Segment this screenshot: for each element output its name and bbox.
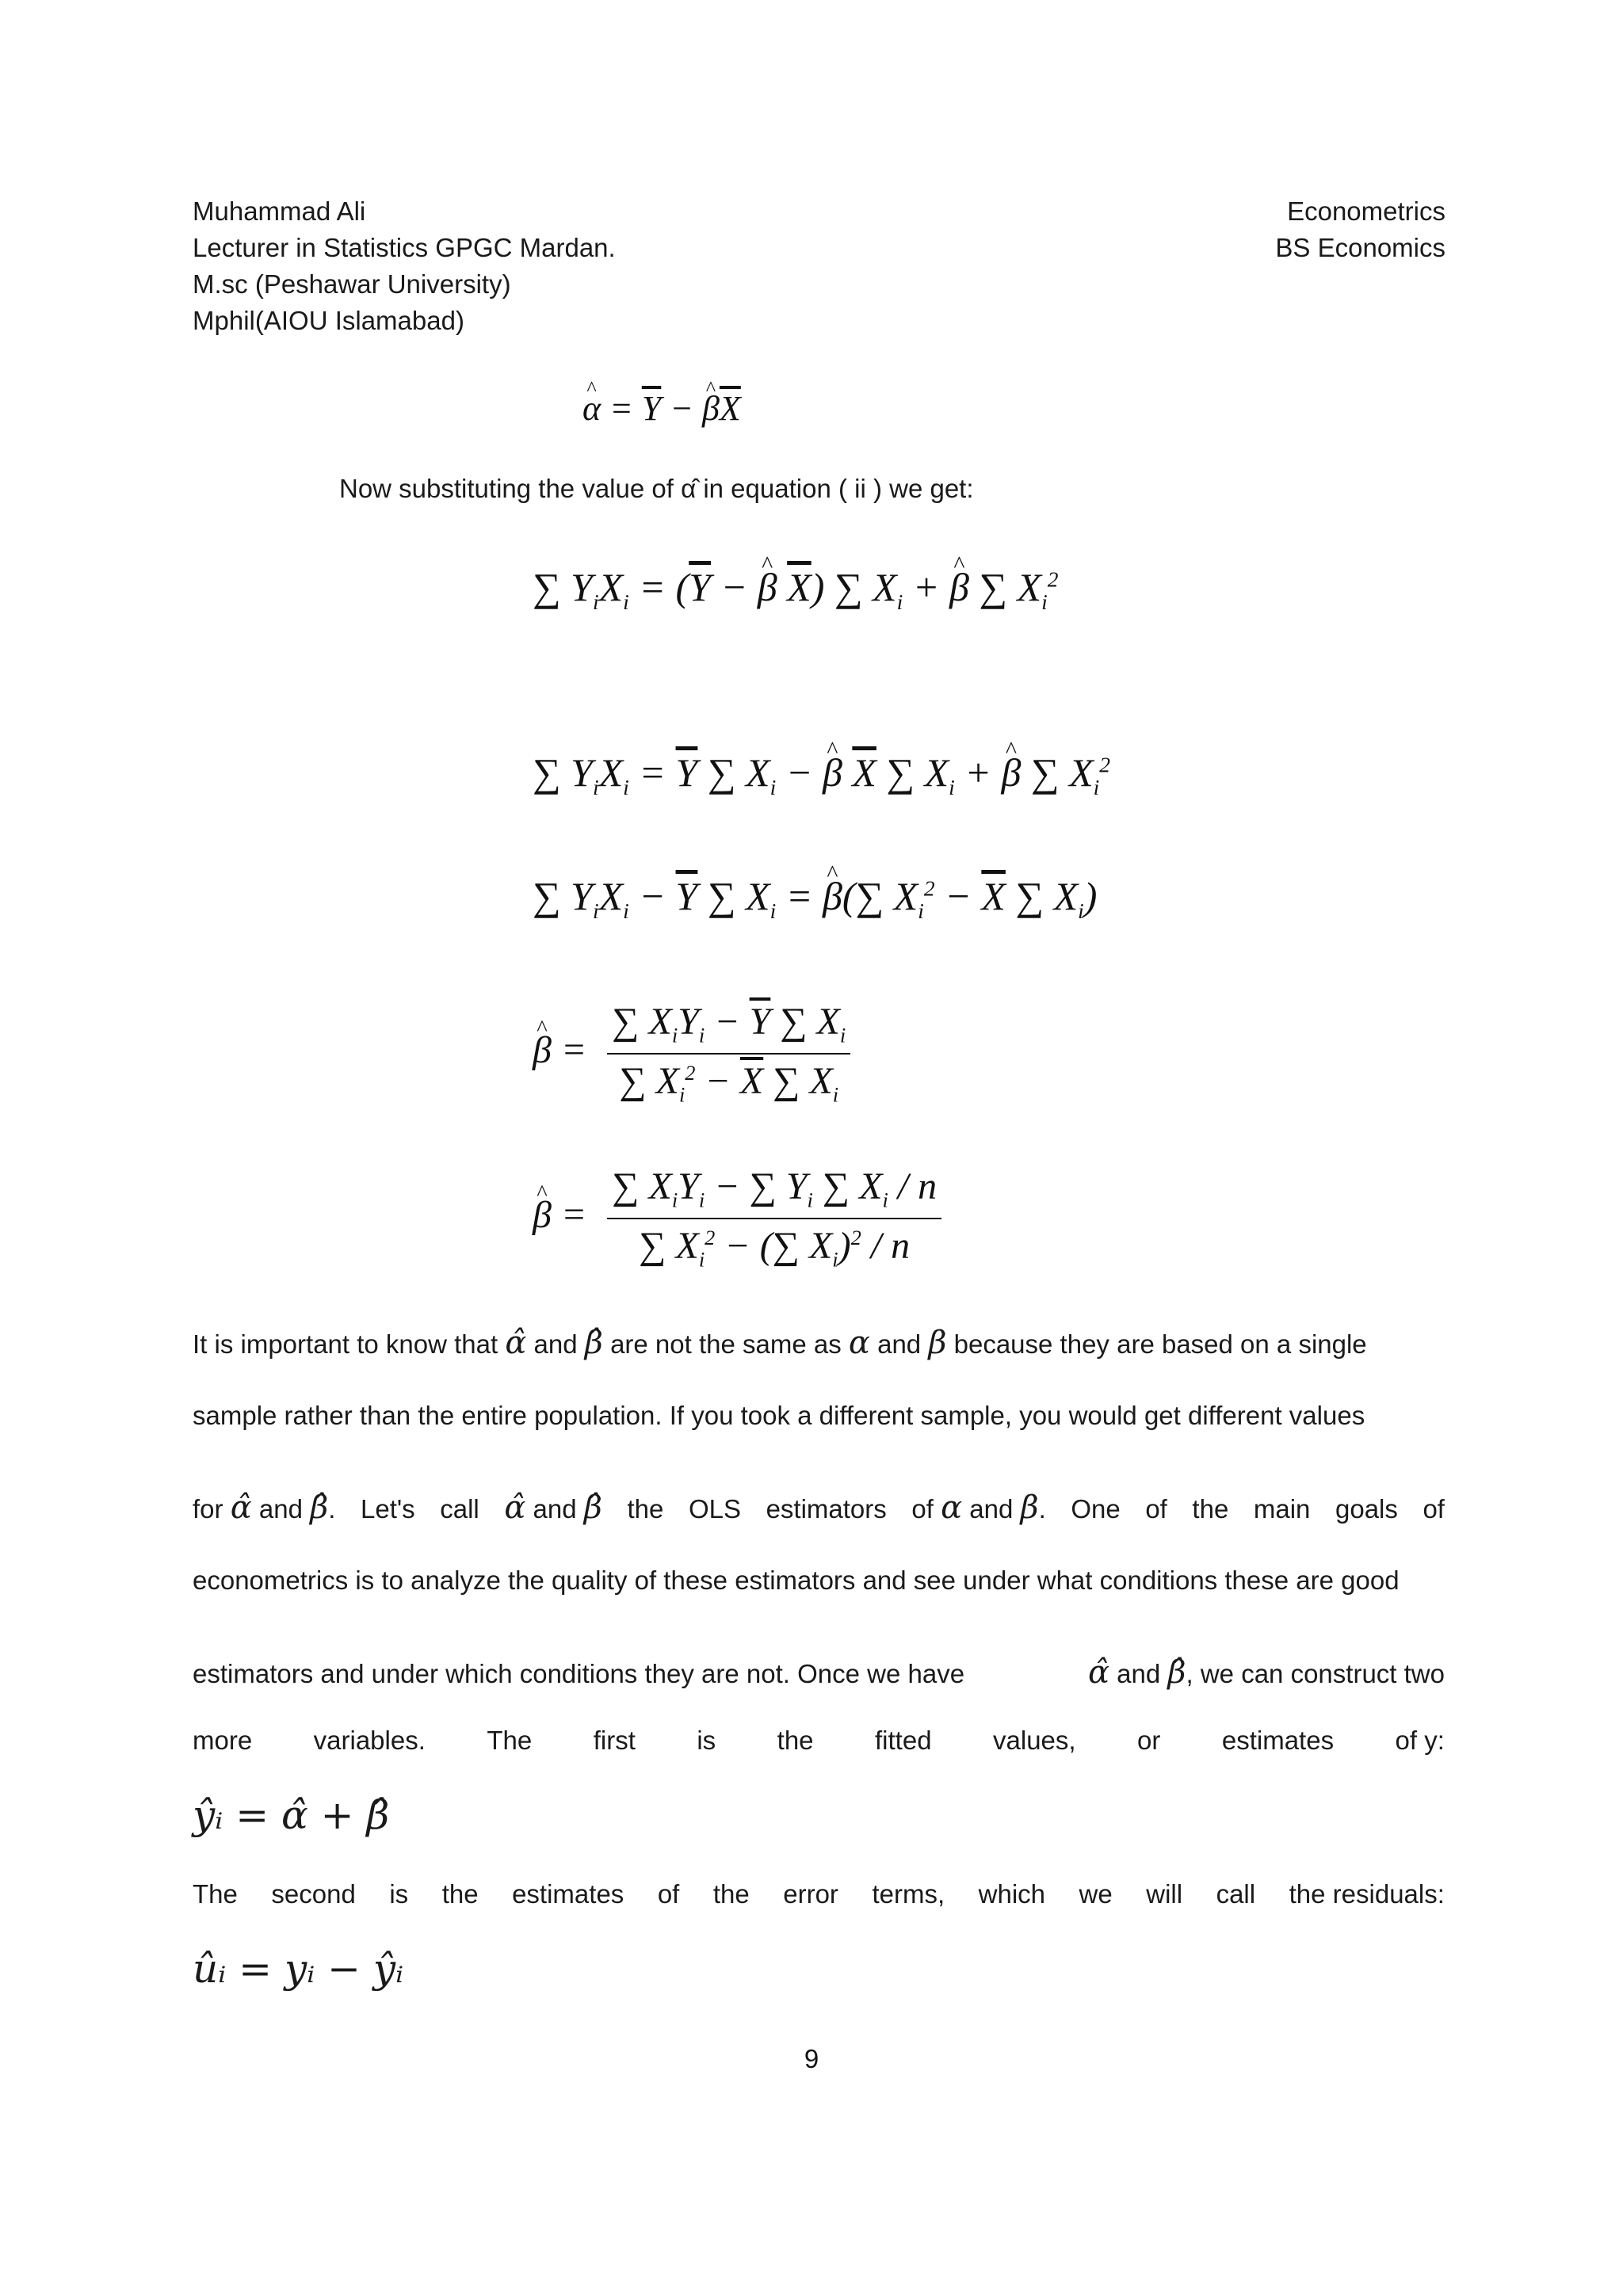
beta-symbol: β <box>1020 1489 1039 1526</box>
text: first <box>593 1726 636 1755</box>
residuals-equation: ûᵢ = yᵢ − ŷᵢ <box>193 1946 404 1992</box>
alpha-symbol: α <box>941 1489 963 1526</box>
text: will <box>1146 1879 1183 1909</box>
alpha-hat-equation: ^ $\alpha = \overline{Y}$ − ^ $\beta\overline{X}$ <box>582 388 741 429</box>
author-block <box>193 193 616 339</box>
fitted-values-equation: ŷᵢ = α̂ + β̂ <box>193 1792 390 1838</box>
text: . <box>328 1494 336 1524</box>
text: of <box>1145 1494 1167 1524</box>
course-block <box>1275 193 1445 266</box>
alpha-hat-symbol: α̂ <box>505 1325 527 1361</box>
text: The <box>193 1879 238 1909</box>
text: and <box>877 1329 922 1359</box>
text: and <box>533 1494 577 1524</box>
text: OLS <box>688 1494 741 1524</box>
text: we <box>1079 1879 1113 1909</box>
paragraph-line-4: econometrics is to analyze the quality of these estimators and see under what conditions these are good <box>193 1566 1400 1595</box>
substitution-text: Now substituting the value of α̂ in equation ( ii ) we get: <box>339 474 974 503</box>
paragraph-line-2: sample rather than the entire population. If you took a different sample, you would get different values <box>193 1401 1365 1430</box>
text: more <box>193 1726 253 1755</box>
beta-hat-formula-2: ^ β = $\frac{\sum X_iY_i - \sum Y_i \sum X_i / n}{\sum X_i^2 - (\sum X_i)^2 / n}$ <box>533 1165 941 1272</box>
paragraph-line-1 <box>193 1325 1445 1361</box>
text: The <box>487 1726 533 1755</box>
text: values, <box>993 1726 1076 1755</box>
text: are not the same as <box>610 1329 842 1359</box>
text: , we can construct two <box>1186 1659 1445 1688</box>
author-degree-mphil: Mphil(AIOU Islamabad) <box>193 306 464 335</box>
author-name: Muhammad Ali <box>193 196 366 226</box>
text: which <box>978 1879 1046 1909</box>
text: for <box>193 1494 223 1524</box>
alpha-hat-symbol: α̂ <box>230 1489 252 1526</box>
course-title: Econometrics <box>1287 196 1445 226</box>
text: the <box>627 1494 664 1524</box>
text: fitted <box>875 1726 932 1755</box>
alpha-hat-equation-text <box>0 0 1 1</box>
paragraph-line-5 <box>193 1654 1445 1691</box>
beta-hat-formula-1: ^ β = $\frac{\sum X_iY_i - \overline{Y} \sum X_i}{\sum X_i^2 - \overline{X} \sum X_i}$ <box>533 1000 850 1107</box>
author-position: Lecturer in Statistics GPGC Mardan. <box>193 233 616 262</box>
text: the <box>712 1879 750 1909</box>
text: call <box>440 1494 479 1524</box>
alpha-hat-symbol: α̂ <box>504 1489 526 1526</box>
paragraph-line-7 <box>193 1879 1445 1909</box>
text: main <box>1253 1494 1311 1524</box>
text: estimators and under which conditions they are not. Once we have <box>193 1659 965 1688</box>
text: because they are based on a single <box>953 1329 1367 1359</box>
text: estimates <box>1221 1726 1335 1755</box>
text: the <box>777 1726 814 1755</box>
text: the <box>441 1879 479 1909</box>
text: and <box>969 1494 1014 1524</box>
normal-equation-1: ∑ $Y_iX_i = (\overline{Y}$ − ^ β $\overline{X}$) ∑ $X_i$ + ^ β ∑ $X_i^2$ <box>533 564 1058 615</box>
normal-equation-3: ∑ $Y_iX_i - \overline{Y}$ ∑ $X_i$ = ^ β(∑ $X_i^2 - \overline{X}$ ∑ $X_i$) <box>533 873 1097 924</box>
beta-hat-symbol: β̂ <box>584 1325 603 1361</box>
text: and <box>1117 1659 1161 1688</box>
text: and <box>533 1329 578 1359</box>
beta-symbol: β <box>928 1325 947 1361</box>
text: of <box>911 1494 934 1524</box>
page-number: 9 <box>804 2044 819 2073</box>
text: . <box>1038 1494 1046 1524</box>
text: Let's <box>360 1494 415 1524</box>
author-degree-msc: M.sc (Peshawar University) <box>193 269 511 299</box>
text: second <box>271 1879 356 1909</box>
text: estimates <box>512 1879 624 1909</box>
text: the residuals: <box>1289 1879 1445 1909</box>
text: is <box>389 1879 409 1909</box>
course-program: BS Economics <box>1275 233 1445 262</box>
normal-equation-2: ∑ $Y_iX_i = \overline{Y}$ ∑ $X_i$ − ^ β $\overline{X}$ ∑ $X_i$ + ^ β ∑ $X_i^2$ <box>533 749 1110 800</box>
text: of y: <box>1395 1726 1445 1755</box>
text: of <box>1423 1494 1445 1524</box>
text: variables. <box>313 1726 426 1755</box>
text: or <box>1137 1726 1161 1755</box>
text: call <box>1216 1879 1256 1909</box>
beta-hat-symbol: β̂ <box>1167 1654 1186 1691</box>
text: of <box>657 1879 680 1909</box>
alpha-symbol: α <box>848 1325 870 1361</box>
text: error <box>783 1879 838 1909</box>
text: the <box>1192 1494 1229 1524</box>
beta-hat-symbol: β̂ <box>583 1489 602 1526</box>
text: It is important to know that <box>193 1329 498 1359</box>
beta-hat-symbol: β̂ <box>310 1489 329 1526</box>
equation-text-alternates <box>0 0 1 1</box>
text: and <box>258 1494 303 1524</box>
text: goals <box>1335 1494 1398 1524</box>
paragraph-line-6 <box>193 1726 1445 1756</box>
text: terms, <box>872 1879 945 1909</box>
text: is <box>697 1726 716 1755</box>
paragraph-line-3 <box>193 1489 1445 1526</box>
text: estimators <box>766 1494 887 1524</box>
alpha-hat-symbol: α̂ <box>1087 1654 1109 1691</box>
text: One <box>1071 1494 1121 1524</box>
